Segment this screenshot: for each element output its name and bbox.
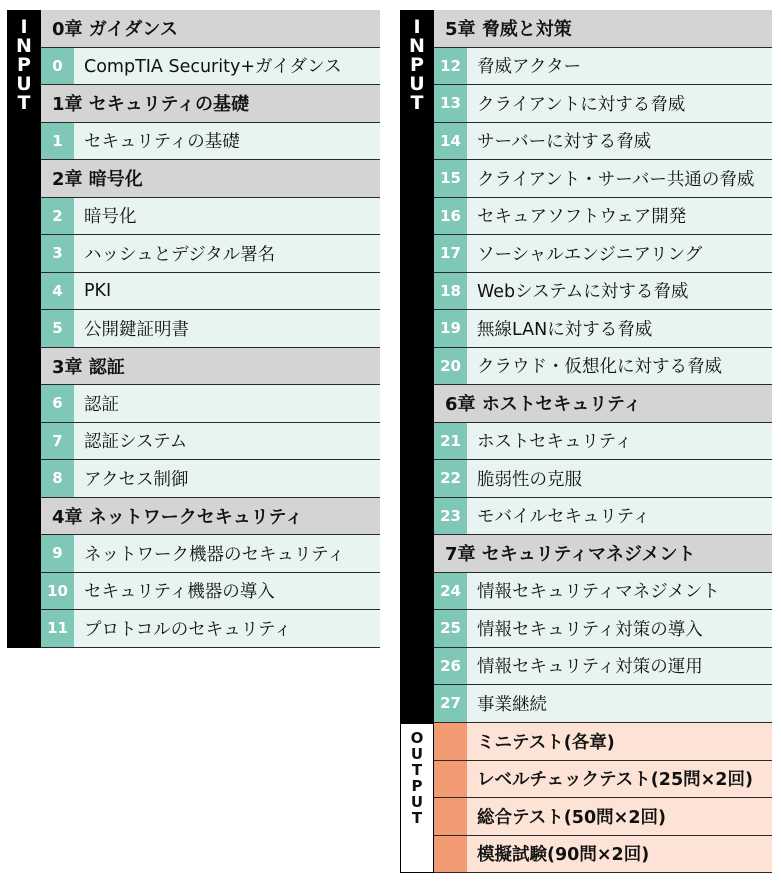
chapter-header xyxy=(434,385,772,423)
output-test-title: レベルチェックテスト(25問×2回) xyxy=(477,770,753,791)
lesson-row xyxy=(434,685,772,723)
vertical-letter: N xyxy=(16,35,32,57)
lesson-title: ソーシャルエンジニアリング xyxy=(477,244,703,265)
lesson-row xyxy=(434,198,772,236)
output-marker xyxy=(434,761,467,798)
right-rows xyxy=(434,10,772,723)
output-test-title: 総合テスト(50問×2回) xyxy=(477,807,666,828)
lesson-number: 24 xyxy=(434,573,467,610)
lesson-row xyxy=(434,610,772,648)
lesson-title: 事業継続 xyxy=(477,694,547,715)
lesson-row xyxy=(434,160,772,198)
vertical-letter: P xyxy=(17,54,31,76)
lesson-title: セキュアソフトウェア開発 xyxy=(477,207,687,228)
lesson-title: クライアントに対する脅威 xyxy=(477,94,686,115)
output-label xyxy=(401,730,433,826)
lesson-number: 23 xyxy=(434,498,467,535)
vertical-letter: T xyxy=(17,92,31,114)
lesson-number: 16 xyxy=(434,198,467,235)
chapter-title: 2章 暗号化 xyxy=(52,169,143,191)
output-test-row xyxy=(434,836,772,874)
vertical-letter: I xyxy=(413,16,421,38)
output-marker xyxy=(434,836,467,873)
lesson-title: ホストセキュリティ xyxy=(477,432,633,453)
output-test-row xyxy=(434,761,772,799)
lesson-number: 27 xyxy=(434,685,467,722)
lesson-row xyxy=(434,48,772,86)
chapter-header xyxy=(41,348,380,386)
lesson-row xyxy=(41,198,380,236)
output-band xyxy=(400,723,434,873)
output-marker xyxy=(434,798,467,835)
vertical-letter: T xyxy=(410,92,424,114)
lesson-row xyxy=(434,235,772,273)
lesson-number: 14 xyxy=(434,123,467,160)
lesson-row xyxy=(434,498,772,536)
lesson-number: 19 xyxy=(434,310,467,347)
lesson-number: 18 xyxy=(434,273,467,310)
lesson-title: 認証システム xyxy=(84,432,188,453)
lesson-title: モバイルセキュリティ xyxy=(477,507,651,528)
chapter-header xyxy=(41,85,380,123)
output-panel xyxy=(400,723,772,873)
lesson-title: ハッシュとデジタル署名 xyxy=(84,244,276,265)
vertical-letter: I xyxy=(20,16,28,38)
chapter-header xyxy=(41,160,380,198)
lesson-row xyxy=(41,423,380,461)
lesson-number: 21 xyxy=(434,423,467,460)
vertical-letter: T xyxy=(411,809,423,827)
lesson-row xyxy=(41,385,380,423)
lesson-row xyxy=(434,123,772,161)
lesson-title: アクセス制御 xyxy=(84,469,189,490)
lesson-title: 暗号化 xyxy=(84,207,137,228)
right-syllabus-panel xyxy=(400,10,772,723)
lesson-title: PKI xyxy=(84,280,112,301)
lesson-row xyxy=(41,460,380,498)
lesson-row xyxy=(41,535,380,573)
lesson-title: 情報セキュリティマネジメント xyxy=(477,582,720,603)
lesson-number: 12 xyxy=(434,48,467,85)
lesson-number: 26 xyxy=(434,648,467,685)
lesson-number: 4 xyxy=(41,273,74,310)
lesson-title: 脆弱性の克服 xyxy=(477,469,582,490)
lesson-title: 無線LANに対する脅威 xyxy=(477,319,653,340)
lesson-number: 1 xyxy=(41,123,74,160)
lesson-row xyxy=(434,85,772,123)
vertical-letter: U xyxy=(409,73,425,95)
output-marker xyxy=(434,723,467,760)
lesson-title: 脅威アクター xyxy=(477,57,582,78)
lesson-row xyxy=(41,573,380,611)
lesson-number: 25 xyxy=(434,610,467,647)
output-test-title: ミニテスト(各章) xyxy=(477,732,615,753)
chapter-title: 4章 ネットワークセキュリティ xyxy=(52,506,303,528)
lesson-title: セキュリティ機器の導入 xyxy=(84,582,275,603)
input-band xyxy=(400,10,434,723)
input-band xyxy=(7,10,41,648)
lesson-number: 0 xyxy=(41,48,74,85)
chapter-header xyxy=(41,498,380,536)
lesson-row xyxy=(434,423,772,461)
lesson-title: プロトコルのセキュリティ xyxy=(84,619,292,640)
output-test-title: 模擬試験(90問×2回) xyxy=(477,845,650,866)
vertical-letter: U xyxy=(410,745,424,763)
lesson-number: 10 xyxy=(41,573,74,610)
left-rows xyxy=(41,10,380,648)
lesson-title: Webシステムに対する脅威 xyxy=(477,282,689,303)
input-label xyxy=(400,18,434,113)
lesson-title: クライアント・サーバー共通の脅威 xyxy=(477,169,755,190)
vertical-letter: P xyxy=(410,54,424,76)
chapter-title: 7章 セキュリティマネジメント xyxy=(445,544,696,566)
lesson-number: 9 xyxy=(41,535,74,572)
output-test-row xyxy=(434,798,772,836)
lesson-number: 22 xyxy=(434,460,467,497)
vertical-letter: T xyxy=(411,761,423,779)
lesson-number: 11 xyxy=(41,610,74,647)
chapter-header xyxy=(434,535,772,573)
lesson-title: CompTIA Security+ガイダンス xyxy=(84,57,342,78)
lesson-title: ネットワーク機器のセキュリティ xyxy=(84,544,345,565)
chapter-title: 1章 セキュリティの基礎 xyxy=(52,94,249,116)
vertical-letter: U xyxy=(410,793,424,811)
lesson-row xyxy=(41,235,380,273)
lesson-row xyxy=(41,310,380,348)
lesson-title: 認証 xyxy=(84,394,119,415)
lesson-number: 2 xyxy=(41,198,74,235)
vertical-letter: N xyxy=(409,35,425,57)
lesson-row xyxy=(41,48,380,86)
lesson-row xyxy=(434,348,772,386)
lesson-row xyxy=(434,310,772,348)
chapter-title: 0章 ガイダンス xyxy=(52,19,178,41)
lesson-title: サーバーに対する脅威 xyxy=(477,132,652,153)
lesson-title: 公開鍵証明書 xyxy=(84,319,189,340)
lesson-number: 15 xyxy=(434,160,467,197)
lesson-title: セキュリティの基礎 xyxy=(84,132,240,153)
lesson-number: 7 xyxy=(41,423,74,460)
lesson-number: 3 xyxy=(41,235,74,272)
lesson-row xyxy=(434,648,772,686)
chapter-title: 3章 認証 xyxy=(52,356,125,378)
lesson-row xyxy=(41,273,380,311)
input-label xyxy=(7,18,41,113)
lesson-number: 8 xyxy=(41,460,74,497)
lesson-number: 17 xyxy=(434,235,467,272)
lesson-row xyxy=(434,460,772,498)
chapter-header xyxy=(434,10,772,48)
lesson-title: 情報セキュリティ対策の導入 xyxy=(477,619,703,640)
lesson-number: 5 xyxy=(41,310,74,347)
lesson-number: 20 xyxy=(434,348,467,385)
lesson-number: 13 xyxy=(434,85,467,122)
chapter-header xyxy=(41,10,380,48)
lesson-title: 情報セキュリティ対策の運用 xyxy=(477,657,703,678)
vertical-letter: U xyxy=(16,73,32,95)
left-syllabus-panel xyxy=(7,10,380,648)
lesson-row xyxy=(41,123,380,161)
lesson-row xyxy=(41,610,380,648)
vertical-letter: P xyxy=(411,777,423,795)
vertical-letter: O xyxy=(410,729,424,747)
output-test-row xyxy=(434,723,772,761)
lesson-row xyxy=(434,573,772,611)
chapter-title: 5章 脅威と対策 xyxy=(445,19,572,41)
output-rows xyxy=(434,723,772,873)
lesson-title: クラウド・仮想化に対する脅威 xyxy=(477,357,722,378)
chapter-title: 6章 ホストセキュリティ xyxy=(445,394,642,416)
lesson-row xyxy=(434,273,772,311)
lesson-number: 6 xyxy=(41,385,74,422)
